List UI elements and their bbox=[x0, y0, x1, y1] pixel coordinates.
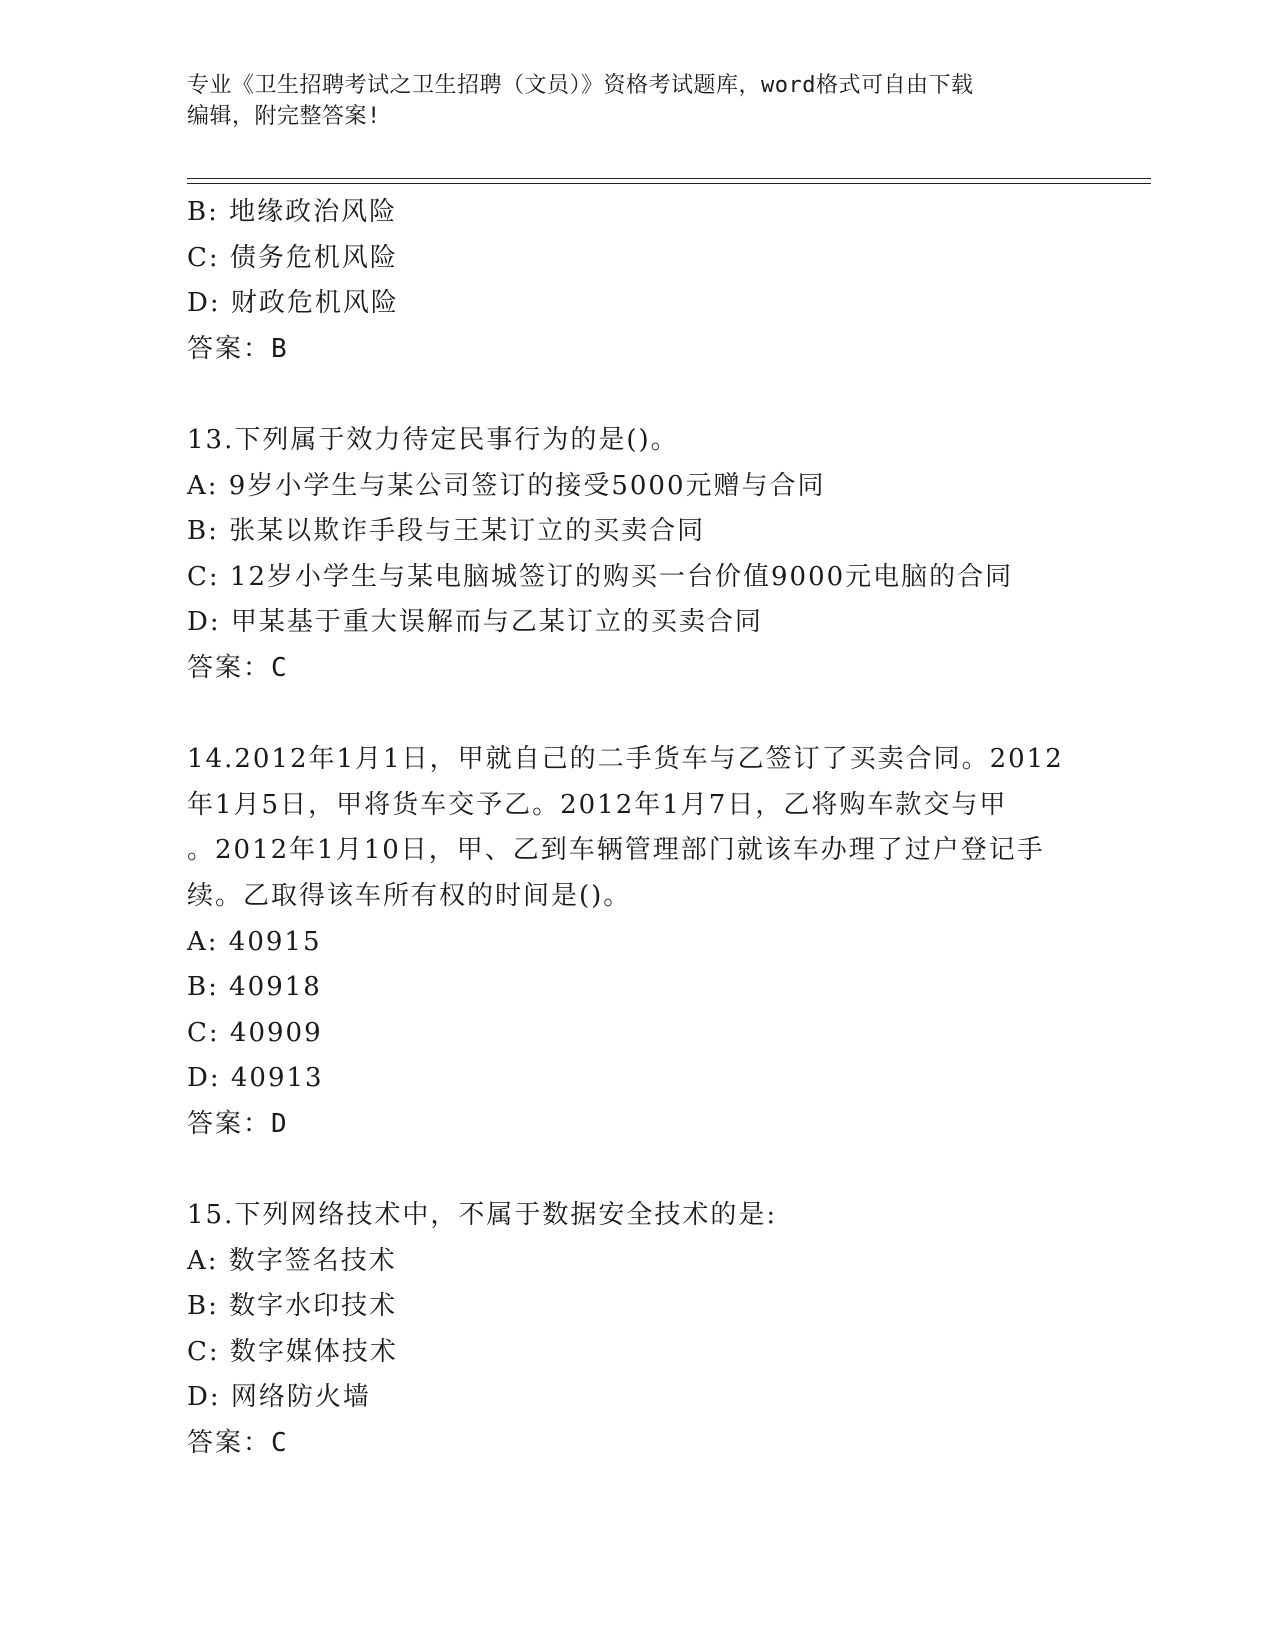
option-c: C: 数字媒体技术 bbox=[187, 1336, 398, 1367]
question-stem: 13.下列属于效力待定民事行为的是()。 bbox=[187, 424, 679, 455]
answer-value: C bbox=[271, 652, 287, 683]
answer-value: B bbox=[271, 333, 287, 364]
option-b: B: 40918 bbox=[187, 972, 322, 1003]
question-stem-line-4: 续。乙取得该车所有权的时间是()。 bbox=[187, 880, 632, 911]
option-b: B: 地缘政治风险 bbox=[187, 197, 398, 227]
header-line-2: 编辑，附完整答案! bbox=[187, 104, 381, 129]
option-d: D: 40913 bbox=[187, 1063, 324, 1094]
answer-line bbox=[187, 646, 1087, 692]
question-stem-line-2: 年1月5日，甲将货车交予乙。2012年1月7日，乙将购车款交与甲 bbox=[187, 789, 1008, 820]
question-stem-line-1: 14.2012年1月1日，甲就自己的二手货车与乙签订了买卖合同。2012 bbox=[187, 744, 1064, 775]
option-a: A: 数字签名技术 bbox=[187, 1245, 397, 1276]
question-stem-line-3: 。2012年1月10日，甲、乙到车辆管理部门就该车办理了过户登记手 bbox=[187, 835, 1045, 866]
option-b: B: 数字水印技术 bbox=[187, 1291, 398, 1322]
question-15 bbox=[187, 1193, 1087, 1467]
answer-value: D bbox=[271, 1108, 287, 1139]
option-c: C: 12岁小学生与某电脑城签订的购买一台价值9000元电脑的合同 bbox=[187, 561, 1014, 592]
header-rule-bottom bbox=[187, 183, 1151, 184]
option-c: C: 债务危机风险 bbox=[187, 242, 398, 273]
answer-line bbox=[187, 327, 1087, 373]
option-a: A: 9岁小学生与某公司签订的接受5000元赠与合同 bbox=[187, 470, 826, 501]
question-13 bbox=[187, 418, 1087, 692]
question-stem: 15.下列网络技术中，不属于数据安全技术的是: bbox=[187, 1200, 778, 1231]
question-14 bbox=[187, 737, 1087, 1147]
document-header bbox=[187, 70, 1087, 132]
option-d: D: 财政危机风险 bbox=[187, 288, 399, 319]
option-b: B: 张某以欺诈手段与王某订立的买卖合同 bbox=[187, 516, 706, 547]
answer-line bbox=[187, 1102, 1087, 1148]
option-d: D: 网络防火墙 bbox=[187, 1382, 371, 1413]
option-c: C: 40909 bbox=[187, 1017, 323, 1048]
header-line-1: 专业《卫生招聘考试之卫生招聘（文员）》资格考试题库，word格式可自由下载 bbox=[187, 73, 974, 98]
option-d: D: 甲某基于重大误解而与乙某订立的买卖合同 bbox=[187, 607, 763, 638]
option-a: A: 40915 bbox=[187, 926, 322, 957]
answer-value: C bbox=[271, 1428, 287, 1459]
question-list bbox=[187, 190, 1087, 1467]
answer-line bbox=[187, 1421, 1087, 1467]
header-rule-top bbox=[187, 178, 1151, 179]
question-12 bbox=[187, 190, 1087, 372]
answer-label: 答案： bbox=[187, 652, 272, 683]
answer-label: 答案： bbox=[187, 1108, 272, 1139]
answer-label: 答案： bbox=[187, 333, 272, 364]
answer-label: 答案： bbox=[187, 1428, 272, 1459]
